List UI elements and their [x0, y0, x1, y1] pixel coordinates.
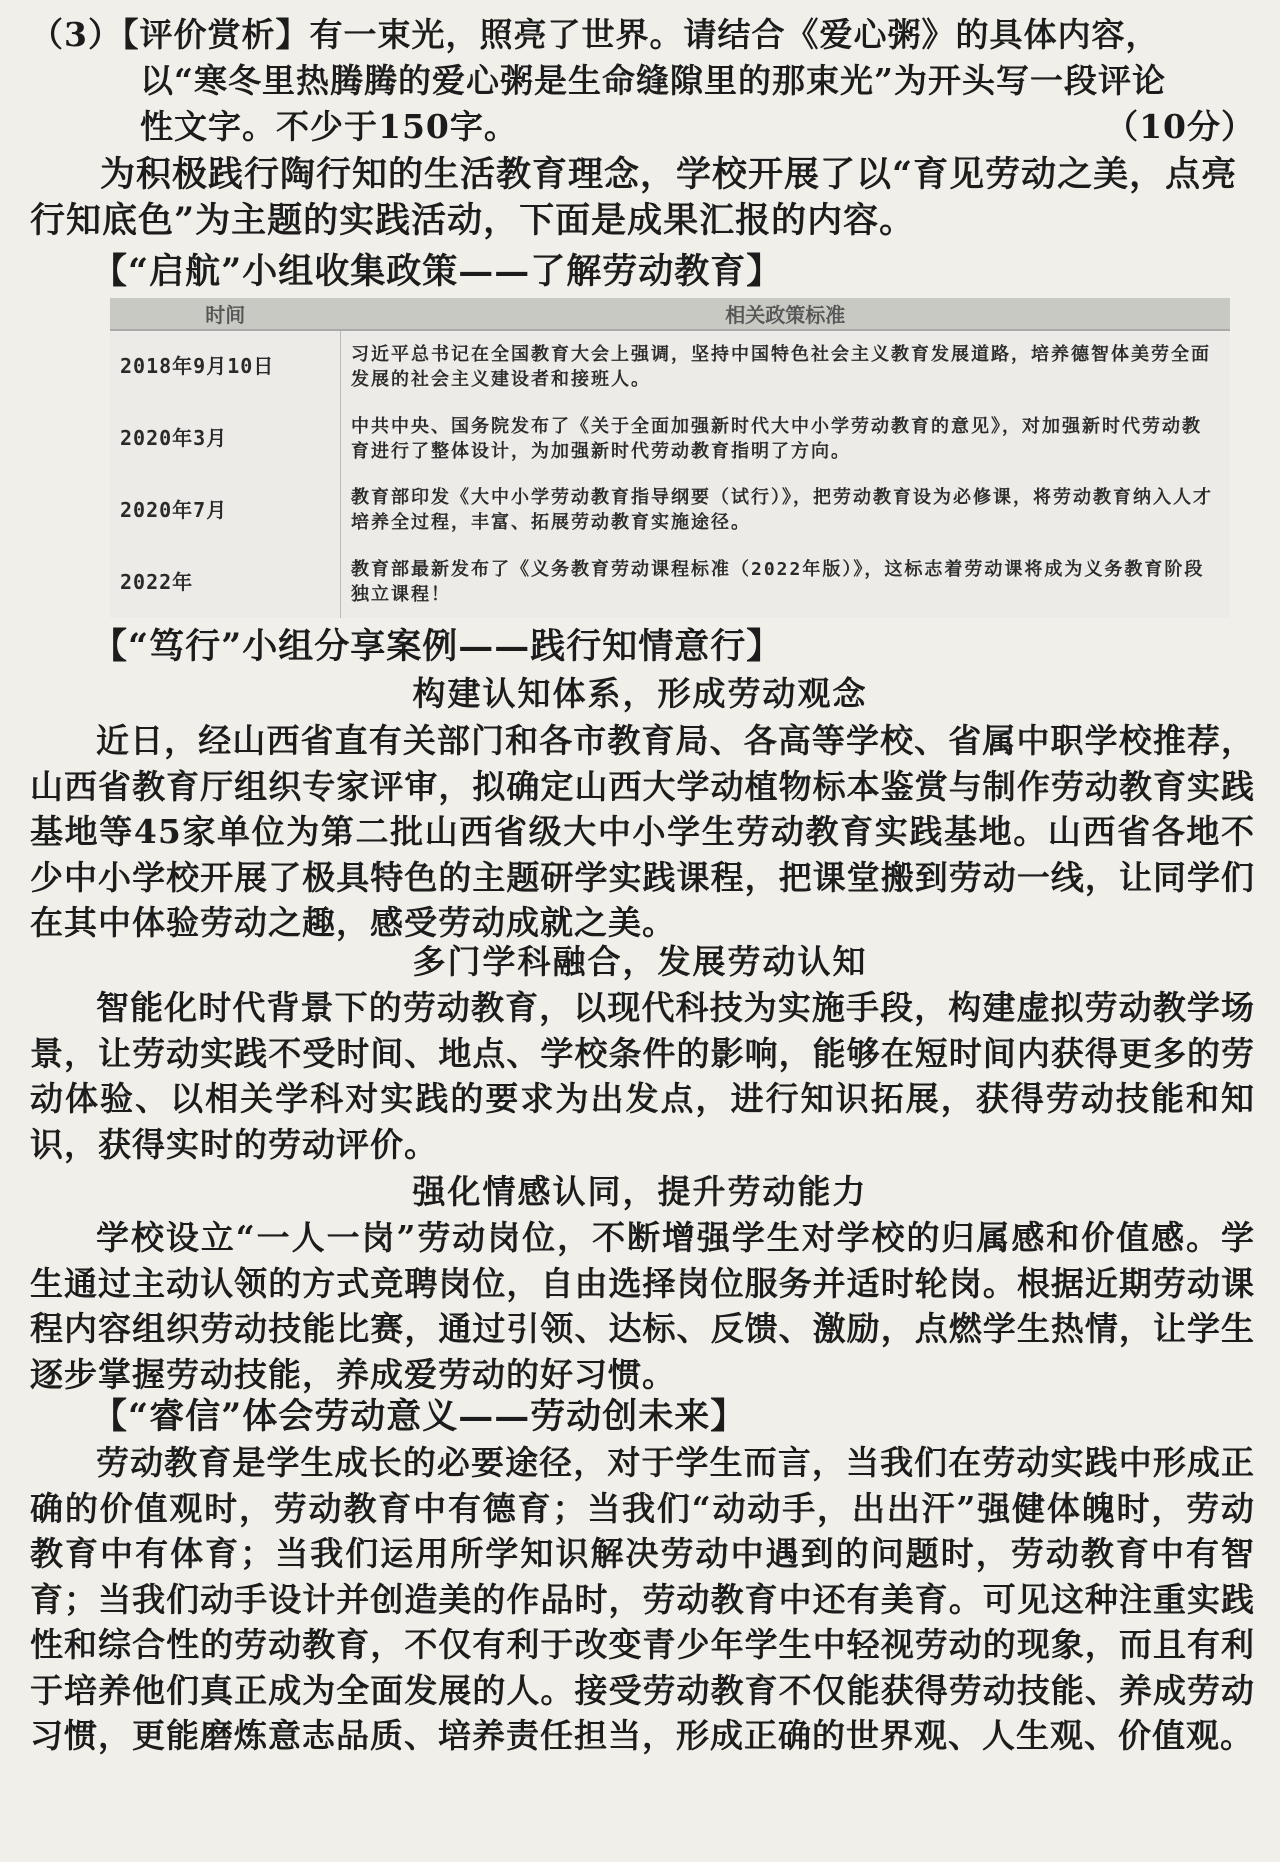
question-prompt-line3-wrap [30, 104, 1255, 150]
case-text-1: 近日，经山西省直有关部门和各市教育局、各高等学校、省属中职学校推荐，山西省教育厅组织专家评审，拟确定山西大学动植物标本鉴赏与制作劳动教育实践基地等45家单位为第二批山西省级大中小学生劳动教育实践基地。山西省各地不少中小学校开展了极具特色的主题研学实践课程，把课堂搬到劳动一线，让同学们在其中体验劳动之趣，感受劳动成就之美。 [30, 721, 1255, 942]
row-content: 教育部印发《大中小学劳动教育指导纲要（试行）》，把劳动教育设为必修课，将劳动教育纳入人才培养全过程，丰富、拓展劳动教育实施途径。 [351, 487, 1213, 534]
row-date: 2022年 [110, 546, 341, 618]
question-prompt-line2: 以“寒冬里热腾腾的爱心粥是生命缝隙里的那束光”为开头写一段评论 [140, 61, 1166, 100]
row-date: 2020年3月 [110, 403, 341, 475]
table-row [110, 330, 1230, 403]
row-content: 教育部最新发布了《义务教育劳动课程标准（2022年版）》，这标志着劳动课将成为义务教育阶段独立课程！ [351, 559, 1205, 606]
section-title-ruixin: 【“睿信”体会劳动意义——劳动创未来】 [92, 1396, 747, 1437]
policy-table [110, 298, 1230, 618]
question-prompt-line1: 有一束光，照亮了世界。请结合《爱心粥》的具体内容， [309, 15, 1160, 54]
ruixin-text: 劳动教育是学生成长的必要途径，对于学生而言，当我们在劳动实践中形成正确的价值观时，劳动教育中有德育；当我们“动动手，出出汗”强健体魄时，劳动教育中有体育；当我们运用所学知识解决劳动中遇到的问题时，劳动教育中有智育；当我们动手设计并创造美的作品时，劳动教育中还有美育。可见这种注重实践性和综合性的劳动教育，不仅有利于改变青少年学生中轻视劳动的现象，而且有利于培养他们真正成为全面发展的人。接受劳动教育不仅能获得劳动技能、养成劳动习惯，更能磨炼意志品质、培养责任担当，形成正确的世界观、人生观、价值观。 [30, 1443, 1255, 1755]
column-header-policy: 相关政策标准 [341, 298, 1231, 330]
row-date: 2018年9月10日 [110, 330, 341, 403]
section-title-duxing: 【“笃行”小组分享案例——践行知情意行】 [92, 626, 783, 667]
question-3 [30, 12, 1255, 150]
case-heading-3: 强化情感认同，提升劳动能力 [412, 1172, 868, 1211]
question-tag: 【评价赏析】 [121, 15, 310, 54]
question-score: （10分） [1105, 107, 1255, 146]
row-content: 习近平总书记在全国教育大会上强调，坚持中国特色社会主义教育发展道路，培养德智体美劳全面发展的社会主义建设者和接班人。 [351, 343, 1211, 390]
row-content: 中共中央、国务院发布了《关于全面加强新时代大中小学劳动教育的意见》，对加强新时代劳动教育进行了整体设计，为加强新时代劳动教育指明了方向。 [351, 415, 1202, 462]
question-prompt-line3: 性文字。不少于150字。 [140, 107, 518, 146]
case-heading-2: 多门学科融合，发展劳动认知 [412, 942, 868, 981]
case-text-3: 学校设立“一人一岗”劳动岗位，不断增强学生对学校的归属感和价值感。学生通过主动认领的方式竞聘岗位，自由选择岗位服务并适时轮岗。根据近期劳动课程内容组织劳动技能比赛，通过引领、达标、反馈、激励，点燃学生热情，让学生逐步掌握劳动技能，养成爱劳动的好习惯。 [30, 1218, 1255, 1394]
column-header-time: 时间 [110, 298, 341, 330]
table-row [110, 546, 1230, 618]
table-row [110, 475, 1230, 547]
table-row [110, 403, 1230, 475]
row-date: 2020年7月 [110, 475, 341, 547]
case-heading-1: 构建认知体系，形成劳动观念 [412, 674, 868, 713]
section-title-qihang: 【“启航”小组收集政策——了解劳动教育】 [92, 251, 783, 292]
policy-table-header [110, 298, 1230, 330]
activity-intro: 为积极践行陶行知的生活教育理念，学校开展了以“育见劳动之美，点亮行知底色”为主题的实践活动，下面是成果汇报的内容。 [30, 154, 1238, 241]
case-text-2: 智能化时代背景下的劳动教育，以现代科技为实施手段，构建虚拟劳动教学场景，让劳动实践不受时间、地点、学校条件的影响，能够在短时间内获得更多的劳动体验、以相关学科对实践的要求为出发点，进行知识拓展，获得劳动技能和知识，获得实时的劳动评价。 [30, 988, 1255, 1164]
question-number: （3） [30, 15, 122, 54]
